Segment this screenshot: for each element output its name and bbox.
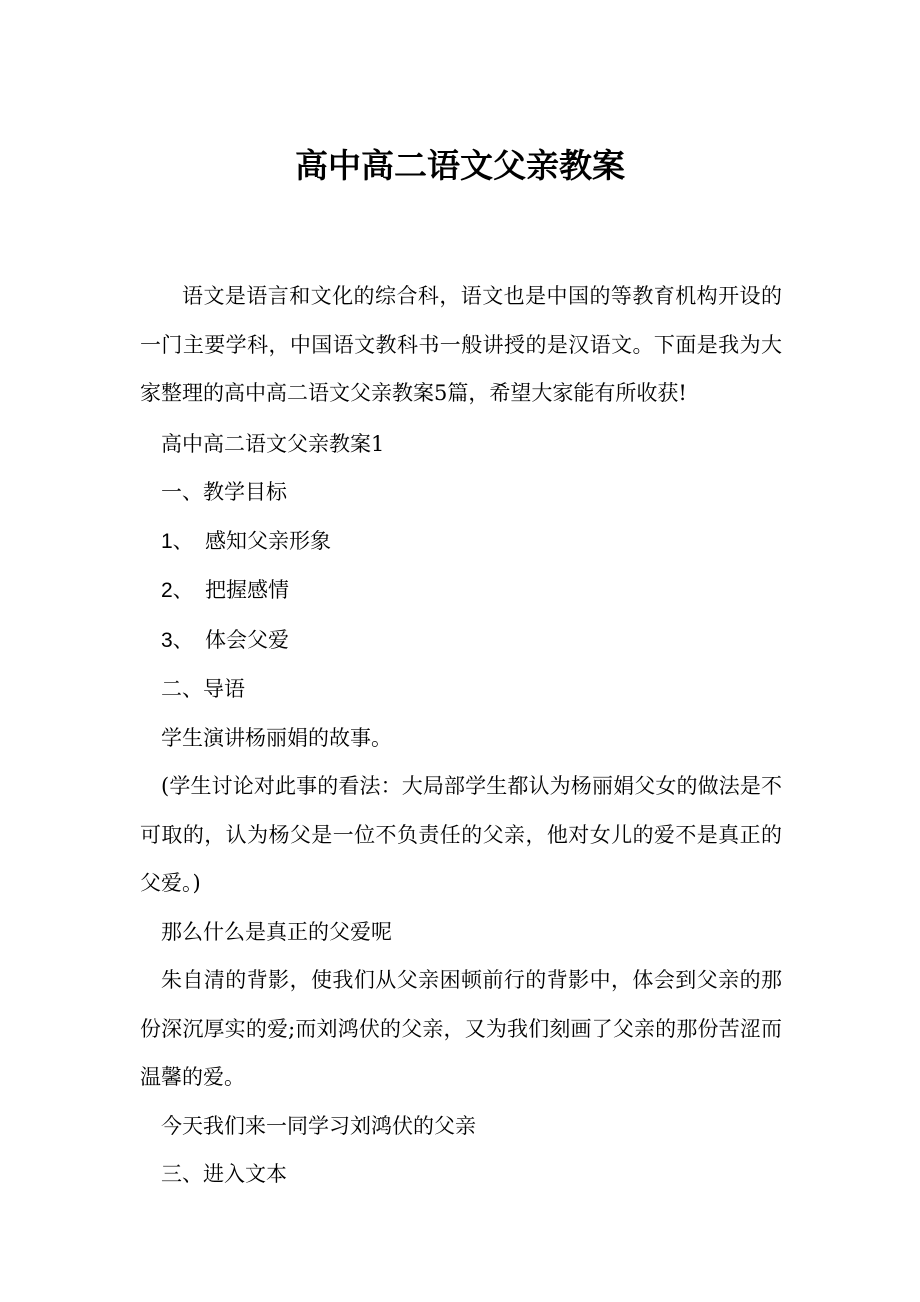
part1-heading: 一、教学目标 xyxy=(161,480,287,504)
document-title: 高中高二语文父亲教案 xyxy=(295,146,625,185)
goal-marker: 1、 xyxy=(161,529,194,553)
goal-item xyxy=(140,517,782,567)
goal-item xyxy=(140,616,782,666)
section-heading: 高中高二语文父亲教案1 xyxy=(161,431,385,456)
question-paragraph: 那么什么是真正的父爱呢 xyxy=(161,919,392,944)
intro-paragraph: 语文是语言和文化的综合科，语文也是中国的等教育机构开设的一门主要学科，中国语文教科书一般讲授的是汉语文。下面是我为大家整理的高中高二语文父亲教案5篇，希望大家能有所收获! xyxy=(140,284,782,405)
discussion-paragraph: (学生讨论对此事的看法：大局部学生都认为杨丽娟父女的做法是不可取的，认为杨父是一位不负责任的父亲，他对女儿的爱不是真正的父爱。) xyxy=(140,774,782,895)
goal-marker: 3、 xyxy=(161,628,194,652)
document-body xyxy=(140,272,782,1199)
part2-heading: 二、导语 xyxy=(161,677,245,701)
goal-item xyxy=(140,566,782,616)
goal-text: 把握感情 xyxy=(205,578,289,602)
part3-heading: 三、进入文本 xyxy=(161,1162,287,1186)
beiying-paragraph: 朱自清的背影，使我们从父亲困顿前行的背影中，体会到父亲的那份深沉厚实的爱;而刘鸿伏的父亲，又为我们刻画了父亲的那份苦涩而温馨的爱。 xyxy=(140,968,782,1089)
speech-paragraph: 学生演讲杨丽娟的故事。 xyxy=(161,725,392,750)
today-paragraph: 今天我们来一同学习刘鸿伏的父亲 xyxy=(161,1113,476,1138)
goal-text: 体会父爱 xyxy=(205,627,289,652)
goal-text: 感知父亲形象 xyxy=(205,528,331,553)
goal-marker: 2、 xyxy=(161,579,194,602)
